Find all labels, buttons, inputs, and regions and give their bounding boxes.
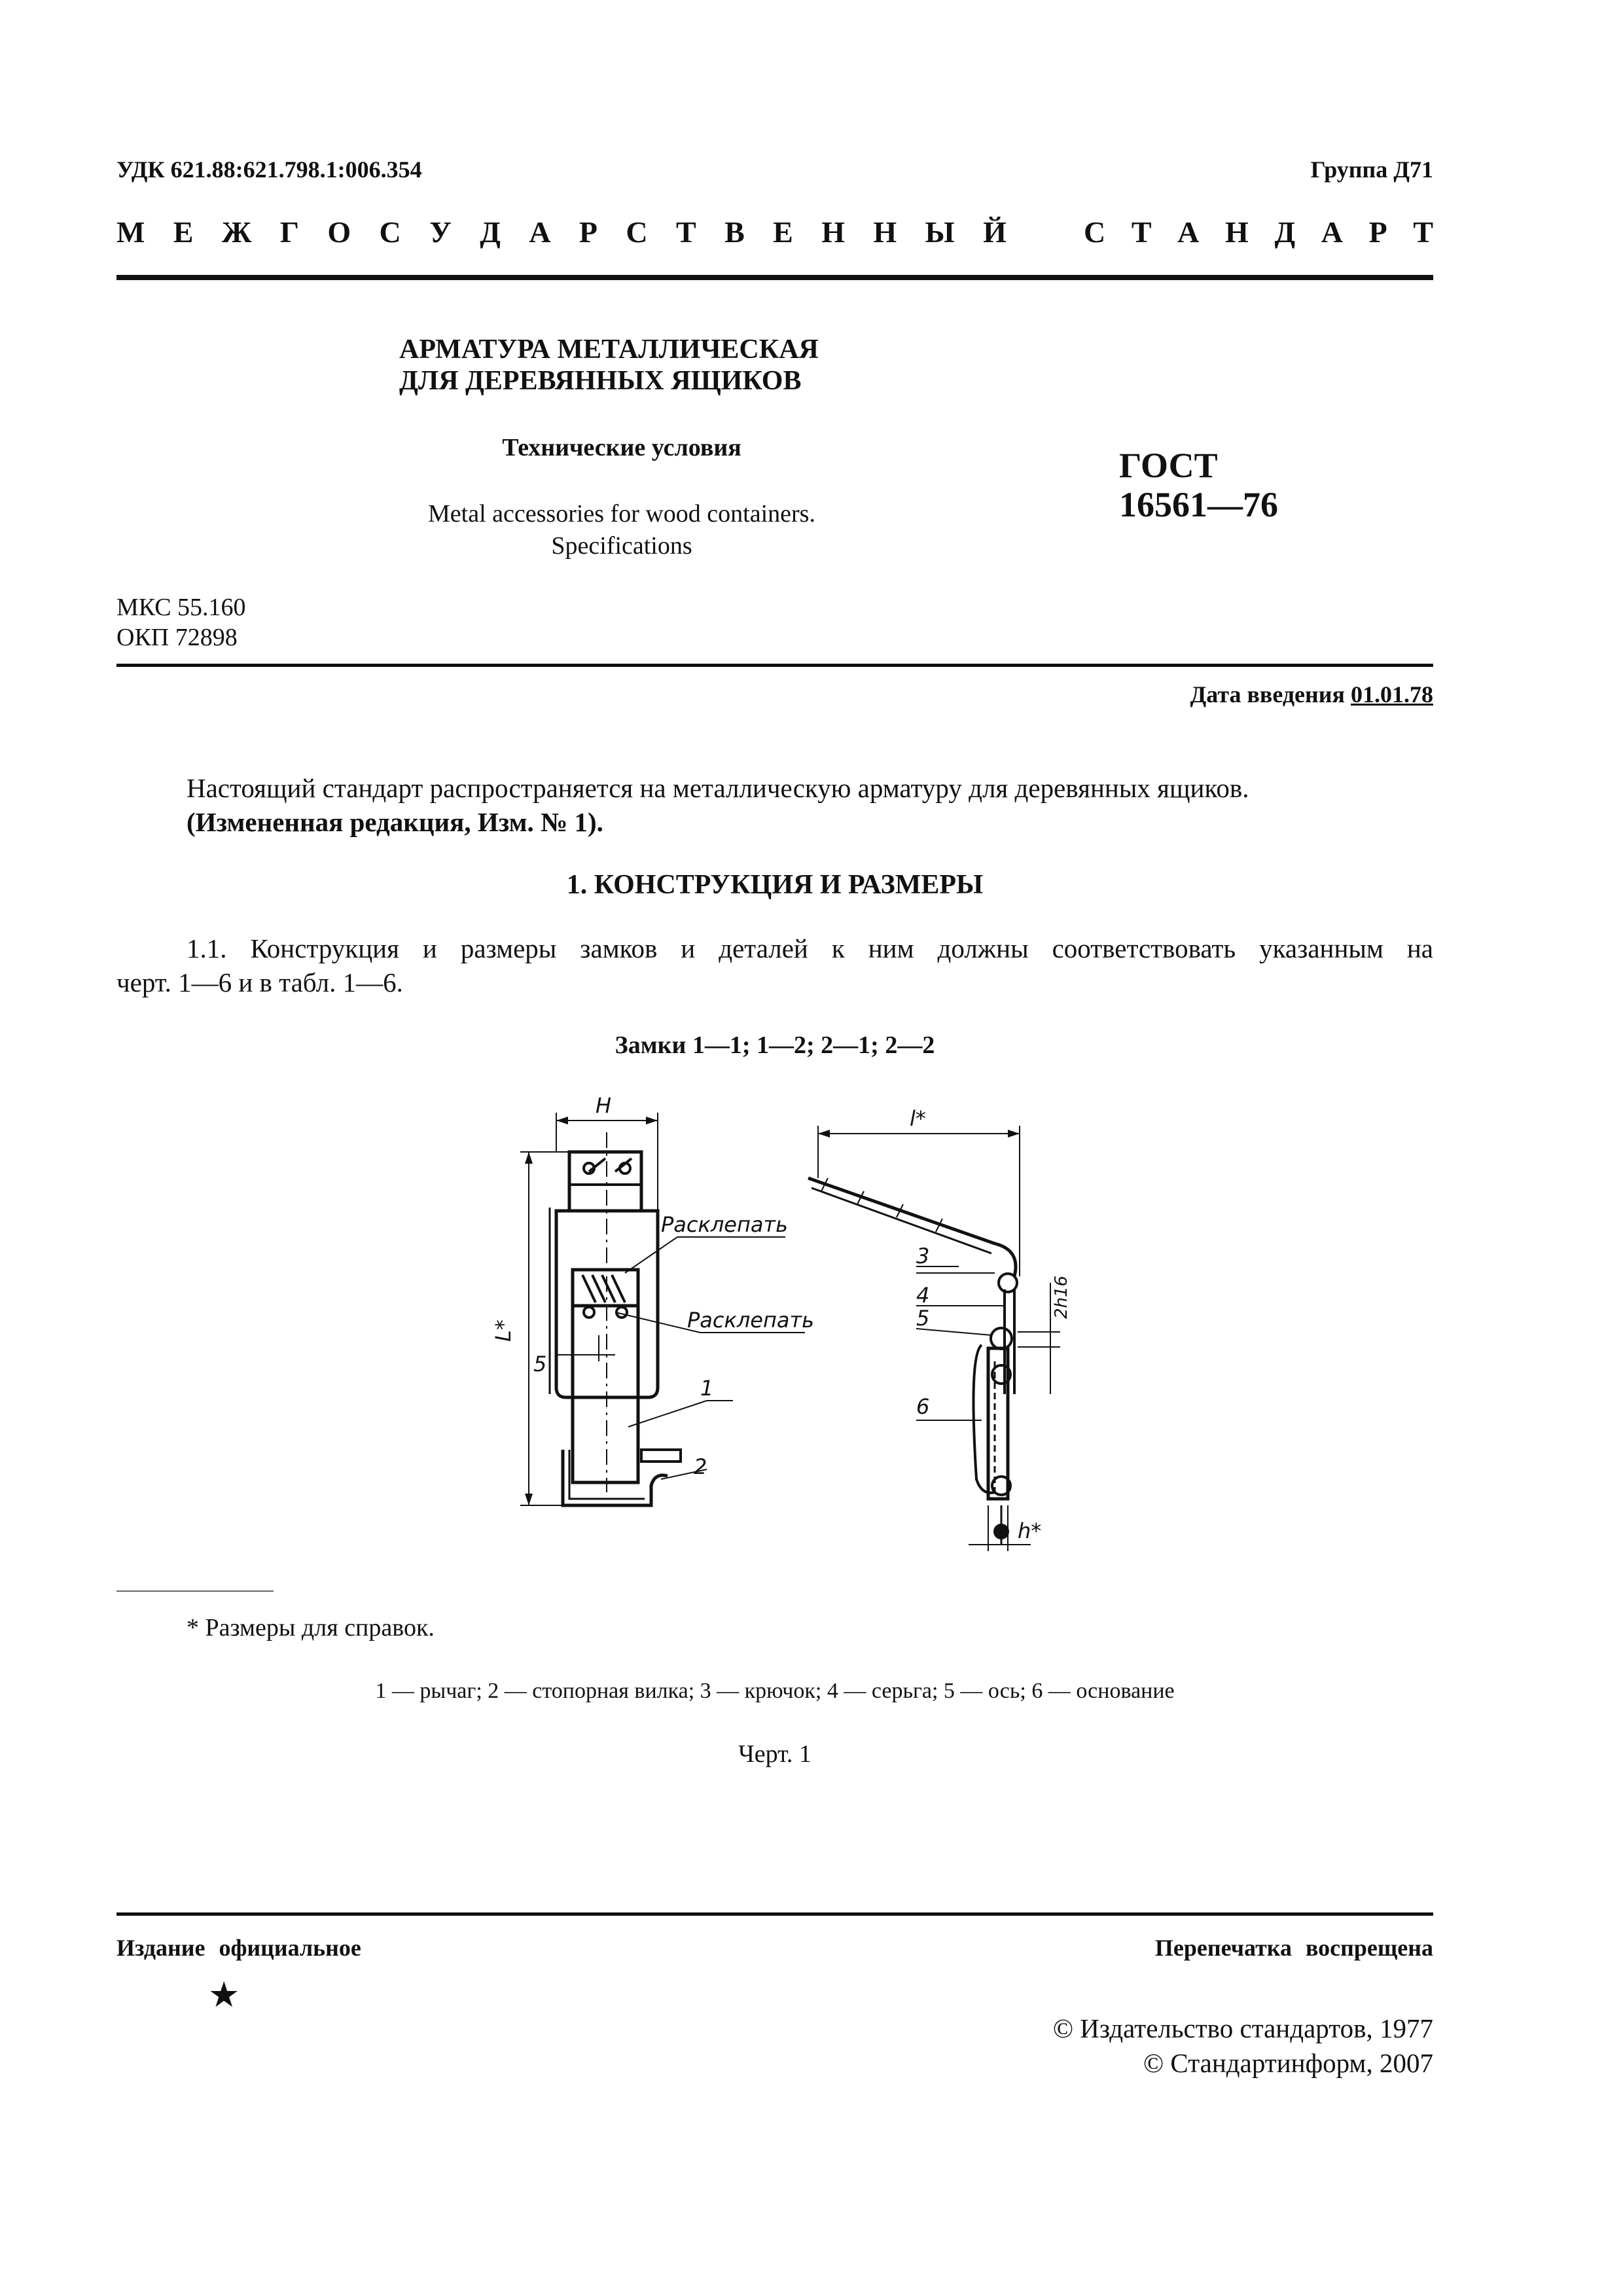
interstate-letter: Е [173, 215, 194, 249]
copyright-1: © Издательство стандартов, 1977 [1052, 2013, 1433, 2043]
standard-letter: А [1321, 215, 1343, 249]
interstate-letter: О [327, 215, 351, 249]
standard-letter: А [1177, 215, 1200, 249]
lock-drawing [484, 1086, 1126, 1571]
dim-h-label: H [596, 1093, 612, 1118]
standard-word [1084, 215, 1433, 249]
udk-code: УДК 621.88:621.798.1:006.354 [116, 156, 422, 183]
group-code: Группа Д71 [1310, 156, 1433, 183]
copyright-2: © Стандартинформ, 2007 [1143, 2048, 1433, 2078]
codes-rule [116, 664, 1433, 667]
clause-1-1-line-2: черт. 1—6 и в табл. 1—6. [116, 967, 403, 997]
dim-2h-label: 2h16 [1052, 1275, 1071, 1319]
front-hinge-plate [569, 1152, 641, 1211]
front-catch [563, 1450, 668, 1505]
interstate-letter: Н [873, 215, 897, 249]
clause-1-1-line-1: 1.1. Конструкция и размеры замков и деталей к ним должны соответствовать указанным на [187, 933, 1433, 963]
side-pin-top [999, 1274, 1017, 1292]
figure-caption: Черт. 1 [738, 1740, 812, 1768]
standard-letter: С [1084, 215, 1106, 249]
dim-h-side-label: h* [1018, 1518, 1042, 1543]
footer-rule [116, 1912, 1433, 1916]
dim-l-side-label: l* [910, 1106, 926, 1131]
rivet-label-1: Расклепать [661, 1212, 788, 1237]
edition-official: Издание официальное [116, 1935, 361, 1961]
footnote: * Размеры для справок. [187, 1614, 435, 1641]
dim-s-label: 5 [533, 1352, 547, 1376]
interstate-heading [116, 215, 1433, 254]
standard-letter: Р [1368, 215, 1387, 249]
interstate-letter: М [116, 215, 145, 249]
scope-paragraph: Настоящий стандарт распространяется на металлическую арматуру для деревянных ящиков. [187, 773, 1249, 803]
english-title-line-2: Specifications [551, 532, 692, 560]
part-label-5: 5 [916, 1306, 930, 1331]
interstate-letter: Т [676, 215, 696, 249]
interstate-letter: Г [279, 215, 299, 249]
interstate-letter: Ы [925, 215, 955, 249]
figure-legend: 1 — рычаг; 2 — стопорная вилка; 3 — крючок; 4 — серьга; 5 — ось; 6 — основание [375, 1679, 1175, 1703]
reprint-notice: Перепечатка воспрещена [1154, 1935, 1433, 1961]
interstate-letter: А [529, 215, 551, 249]
footnote-rule [116, 1590, 274, 1592]
subtitle: Технические условия [502, 434, 741, 461]
gost-label: ГОСТ [1119, 446, 1218, 485]
standard-letter: Т [1131, 215, 1152, 249]
part-label-4: 4 [916, 1283, 930, 1308]
gost-number: 16561—76 [1119, 485, 1278, 524]
front-lever [573, 1306, 638, 1482]
title-line-1: АРМАТУРА МЕТАЛЛИЧЕСКАЯ [399, 334, 819, 365]
intro-date-label: Дата введения [1190, 681, 1345, 708]
interstate-letter: Н [821, 215, 845, 249]
header-rule [116, 275, 1433, 280]
interstate-letter: Е [773, 215, 793, 249]
okp-code: ОКП 72898 [116, 624, 238, 651]
rivet-label-2: Расклепать [687, 1308, 814, 1333]
interstate-letter: С [626, 215, 648, 249]
intro-date [1190, 681, 1434, 708]
mks-code: МКС 55.160 [116, 594, 246, 621]
interstate-letter: Д [480, 215, 501, 249]
interstate-letter: Й [983, 215, 1007, 249]
title-line-2: ДЛЯ ДЕРЕВЯННЫХ ЯЩИКОВ [399, 366, 802, 396]
standard-letter: Д [1274, 215, 1296, 249]
part-label-6: 6 [916, 1394, 930, 1419]
part-label-2: 2 [694, 1454, 707, 1479]
interstate-letter: С [379, 215, 401, 249]
star-mark: ★ [208, 1974, 240, 2015]
part-label-1: 1 [700, 1376, 714, 1401]
side-hook [808, 1178, 1016, 1276]
interstate-letter: У [429, 215, 452, 249]
side-axis [991, 1328, 1012, 1349]
dim-l-label: L* [491, 1319, 516, 1342]
interstate-letter: Р [579, 215, 598, 249]
interstate-letter: В [724, 215, 745, 249]
interstate-word [116, 215, 1007, 249]
figure-title: Замки 1—1; 1—2; 2—1; 2—2 [615, 1031, 935, 1059]
amendment-note: (Измененная редакция, Изм. № 1). [187, 807, 603, 837]
part-label-3: 3 [916, 1244, 930, 1268]
interstate-letter: Ж [221, 215, 252, 249]
standard-letter: Т [1413, 215, 1433, 249]
english-title-line-1: Metal accessories for wood containers. [428, 500, 815, 528]
section-heading: 1. КОНСТРУКЦИЯ И РАЗМЕРЫ [566, 870, 984, 900]
intro-date-value: 01.01.78 [1351, 681, 1433, 708]
standard-letter: Н [1225, 215, 1249, 249]
